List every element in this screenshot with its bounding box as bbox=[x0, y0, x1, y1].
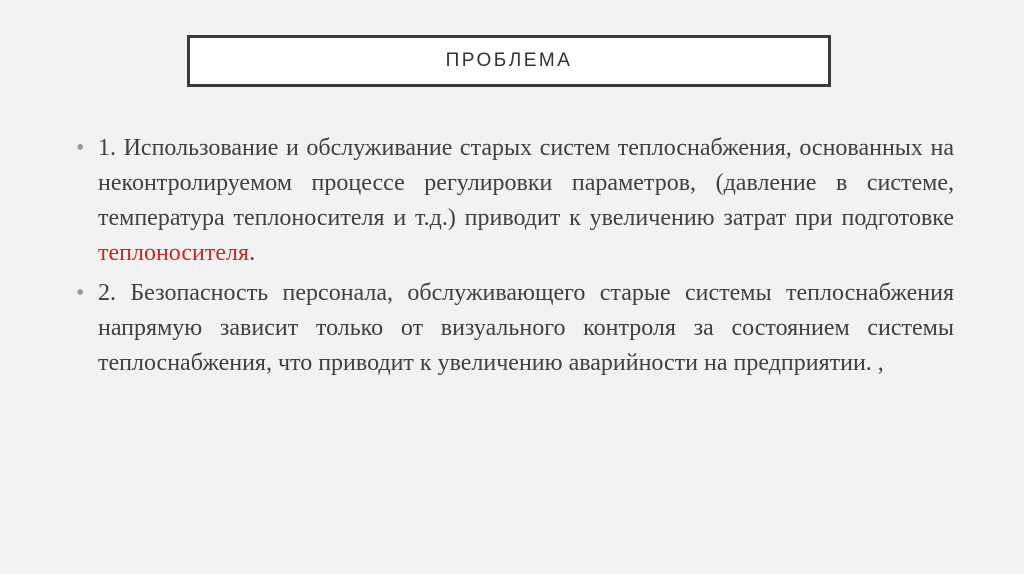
bullet-item-2 bbox=[76, 276, 954, 381]
bullet-1-text-end: . bbox=[249, 240, 256, 266]
bullet-marker: • bbox=[76, 280, 85, 306]
bullet-marker: • bbox=[76, 135, 85, 161]
bullet-2-text: 2. Безопасность персонала, обслуживающего старые системы теплоснабжения напрямую зависит только от визуального контроля за состоянием системы теплоснабжения, что приводит к увеличению аварийности на предприятии. , bbox=[98, 280, 954, 376]
bullet-1-highlight: теплоносителя bbox=[98, 240, 250, 266]
bullet-item-1 bbox=[76, 131, 954, 271]
slide-title: ПРОБЛЕМА bbox=[445, 50, 573, 71]
bullet-1-text: 1. Использование и обслуживание старых систем теплоснабжения, основанных на неконтролируемом процессе регулировки параметров, (давление в системе, температура теплоносителя и т.д.) приводит к увеличению затрат при подготовке bbox=[98, 135, 954, 231]
slide-title-box bbox=[187, 35, 831, 87]
bullet-list bbox=[76, 131, 954, 386]
